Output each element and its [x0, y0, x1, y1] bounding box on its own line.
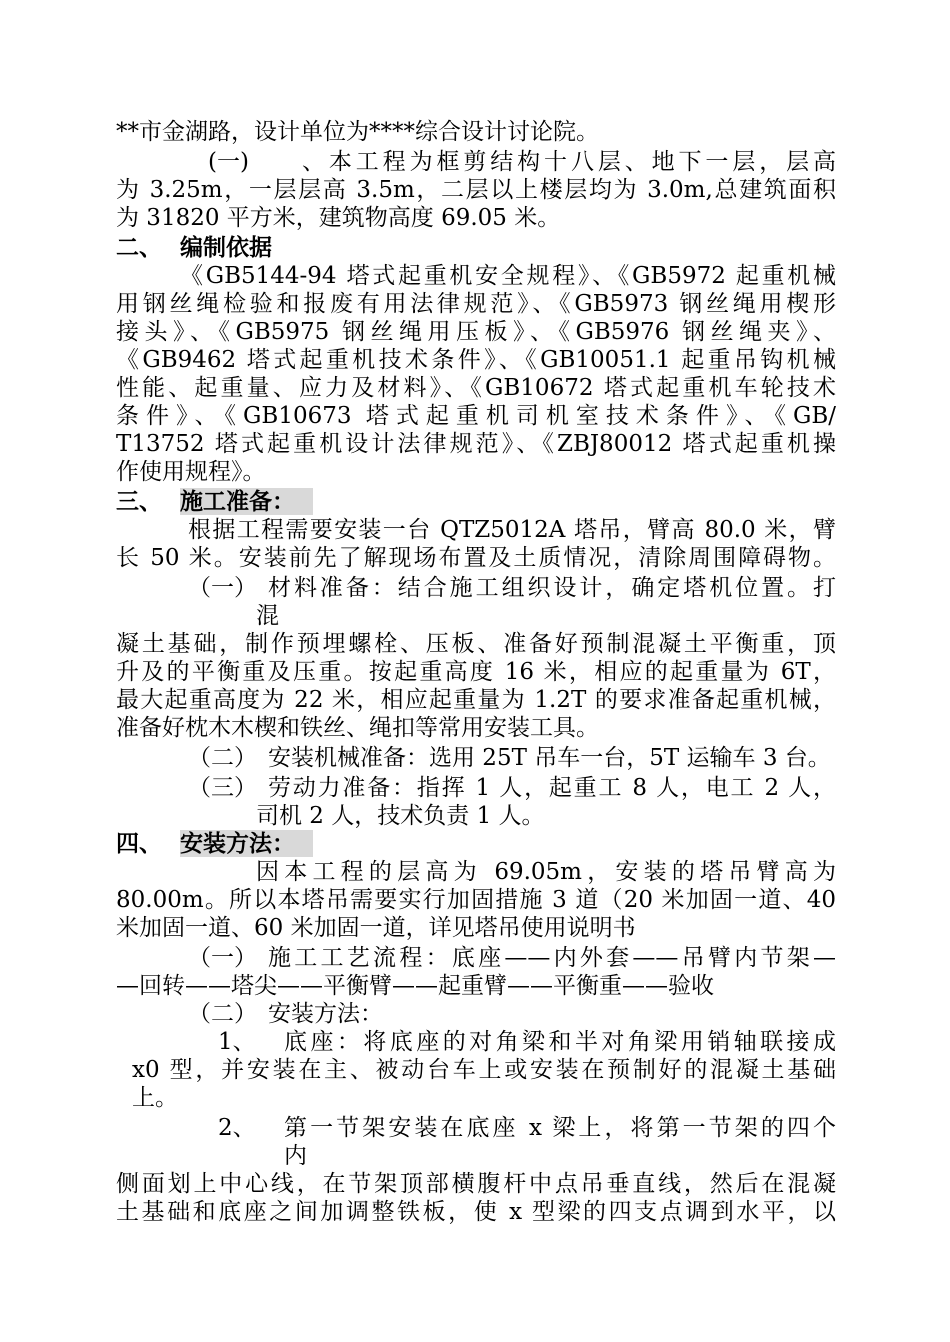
- text-line: 安装机械准备：选用 25T 吊车一台，5T 运输车 3 台。: [268, 745, 831, 771]
- text-line: x0 型，并安装在主、被动台车上或安装在预制好的混凝土基础: [132, 1057, 836, 1083]
- text-line: 材料准备：结合施工组织设计，确定塔机位置。打: [268, 575, 836, 601]
- text-line: 安装方法：: [268, 1001, 383, 1027]
- text-line: 升及的平衡重及压重。按起重高度 16 米，相应的起重量为 6T，: [116, 659, 836, 685]
- list-marker: (一): [208, 149, 249, 175]
- text-line: T13752 塔式起重机设计法律规范》、《ZBJ80012 塔式起重机操: [116, 431, 836, 457]
- list-marker: （一）: [188, 575, 257, 601]
- text-line: 根据工程需要安装一台 QTZ5012A 塔吊，臂高 80.0 米，臂: [188, 517, 836, 543]
- section-heading: 编制依据: [180, 234, 272, 261]
- highlighted-heading: 施工准备：: [180, 488, 313, 515]
- section-number: 三、: [116, 488, 162, 515]
- text-line: 准备好枕木木楔和铁丝、绳扣等常用安装工具。: [116, 715, 599, 741]
- text-line: 混: [256, 603, 279, 629]
- text-line: 《GB5144-94 塔式起重机安全规程》、《GB5972 起重机械: [180, 263, 836, 289]
- text-line: 底座：将底座的对角梁和半对角梁用销轴联接成: [284, 1029, 836, 1055]
- text-line: 作使用规程》。: [116, 459, 266, 485]
- text-line: 米加固一道、60 米加固一道，详见塔吊使用说明书: [116, 915, 636, 941]
- text-line: 劳动力准备：指挥 1 人，起重工 8 人，电工 2 人，: [268, 775, 836, 801]
- list-marker: （一）: [188, 945, 257, 971]
- text-line: 内: [284, 1143, 307, 1169]
- text-line: 施工工艺流程：底座——内外套——吊臂内节架—: [268, 945, 836, 971]
- text-line: 司机 2 人，技术负责 1 人。: [256, 803, 545, 829]
- text-line: 为 3.25m，一层层高 3.5m，二层以上楼层均为 3.0m,总建筑面积: [116, 177, 836, 203]
- section-heading: [180, 830, 313, 858]
- text-line: 性能、起重量、应力及材料》、《GB10672 塔式起重机车轮技术: [116, 375, 836, 401]
- list-marker: 2、: [218, 1115, 256, 1141]
- text-line: 为 31820 平方米，建筑物高度 69.05 米。: [116, 205, 561, 231]
- text-line: 侧面划上中心线，在节架顶部横腹杆中点吊垂直线，然后在混凝: [116, 1171, 836, 1197]
- text-line: 上。: [132, 1085, 178, 1111]
- list-marker: （二）: [188, 745, 257, 771]
- text-line: 《GB9462 塔式起重机技术条件》、《GB10051.1 起重吊钩机械: [116, 347, 836, 373]
- section-number: 二、: [116, 234, 162, 261]
- highlighted-heading: 安装方法：: [180, 830, 313, 857]
- text-line: 80.00m。所以本塔吊需要实行加固措施 3 道（20 米加固一道、40: [116, 887, 836, 913]
- text-line: 土基础和底座之间加调整铁板，使 x 型梁的四支点调到水平，以: [116, 1199, 836, 1225]
- section-heading: [180, 488, 313, 516]
- text-line: 最大起重高度为 22 米，相应起重量为 1.2T 的要求准备起重机械，: [116, 687, 836, 713]
- text-line: 、本工程为框剪结构十八层、地下一层，层高: [302, 149, 836, 175]
- text-line: **市金湖路，设计单位为****综合设计讨论院。: [116, 119, 599, 145]
- text-line: 因本工程的层高为 69.05m，安装的塔吊臂高为: [256, 859, 836, 885]
- text-line: 凝土基础，制作预埋螺栓、压板、准备好预制混凝土平衡重，顶: [116, 631, 836, 657]
- list-marker: （三）: [188, 775, 257, 801]
- section-number: 四、: [116, 830, 162, 857]
- list-marker: （二）: [188, 1001, 257, 1027]
- text-line: 长 50 米。安装前先了解现场布置及土质情况，清除周围障碍物。: [116, 545, 836, 571]
- text-line: 用钢丝绳检验和报废有用法律规范》、《GB5973 钢丝绳用楔形: [116, 291, 836, 317]
- text-line: 接头》、《GB5975 钢丝绳用压板》、《GB5976 钢丝绳夹》、: [116, 319, 836, 345]
- list-marker: 1、: [218, 1029, 256, 1055]
- text-line: 第一节架安装在底座 x 梁上，将第一节架的四个: [284, 1115, 836, 1141]
- text-line: 条件》、《GB10673 塔式起重机司机室技术条件》、《GB/: [116, 403, 836, 429]
- text-line: —回转——塔尖——平衡臂——起重臂——平衡重——验收: [116, 973, 714, 999]
